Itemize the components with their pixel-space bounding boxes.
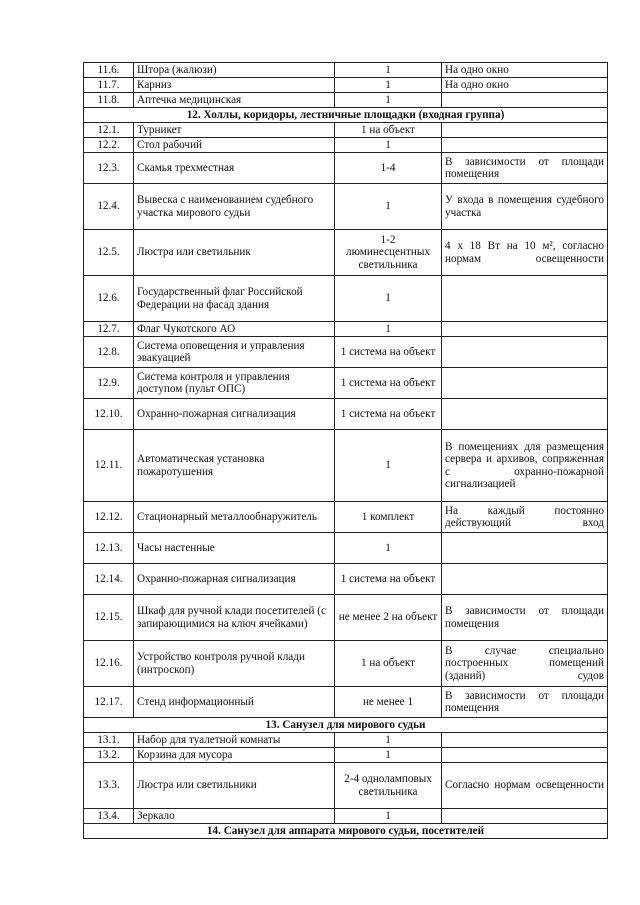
section-title: 13. Санузел для мирового судьи xyxy=(84,718,608,733)
table-row xyxy=(84,809,608,824)
item-name: Автоматическая установка пожаротушения xyxy=(134,430,335,502)
table-row xyxy=(84,641,608,687)
item-name: Корзина для мусора xyxy=(134,748,335,763)
item-note: На каждый постоянно действующий вход xyxy=(442,502,608,533)
item-quantity: 1 xyxy=(335,809,442,824)
item-quantity: 1 xyxy=(335,78,442,93)
item-name: Флаг Чукотского АО xyxy=(134,322,335,337)
table-row xyxy=(84,322,608,337)
section-header-row xyxy=(84,824,608,839)
table-row xyxy=(84,78,608,93)
item-quantity: 1 xyxy=(335,430,442,502)
table-row xyxy=(84,399,608,430)
item-note xyxy=(442,276,608,322)
item-note: У входа в помещения судебного участка xyxy=(442,184,608,230)
item-quantity: не менее 1 xyxy=(335,687,442,718)
item-note xyxy=(442,733,608,748)
item-quantity: 1 xyxy=(335,733,442,748)
item-name: Штора (жалюзи) xyxy=(134,63,335,78)
item-quantity: 1 система на объект xyxy=(335,399,442,430)
item-quantity: 1 xyxy=(335,748,442,763)
item-name: Карниз xyxy=(134,78,335,93)
item-quantity: 1 xyxy=(335,533,442,564)
item-note xyxy=(442,138,608,153)
row-number: 12.16. xyxy=(84,641,134,687)
row-number: 12.5. xyxy=(84,230,134,276)
item-name: Охранно-пожарная сигнализация xyxy=(134,399,335,430)
item-quantity: 1 xyxy=(335,322,442,337)
row-number: 11.7. xyxy=(84,78,134,93)
item-quantity: 1 xyxy=(335,184,442,230)
table-row xyxy=(84,430,608,502)
row-number: 12.14. xyxy=(84,564,134,595)
equipment-table xyxy=(83,62,608,839)
item-name: Набор для туалетной комнаты xyxy=(134,733,335,748)
item-quantity: 1 система на объект xyxy=(335,337,442,368)
item-name: Стенд информационный xyxy=(134,687,335,718)
table-row xyxy=(84,595,608,641)
item-note xyxy=(442,564,608,595)
row-number: 13.3. xyxy=(84,763,134,809)
table-row xyxy=(84,153,608,184)
item-name: Люстра или светильник xyxy=(134,230,335,276)
section-title: 12. Холлы, коридоры, лестничные площадки (входная группа) xyxy=(84,108,608,123)
item-note: В помещениях для размещения сервера и архивов, сопряженная с охранно-пожарной сигнализацией xyxy=(442,430,608,502)
item-note xyxy=(442,533,608,564)
item-quantity: 1 xyxy=(335,138,442,153)
row-number: 12.3. xyxy=(84,153,134,184)
item-note: На одно окно xyxy=(442,78,608,93)
item-name: Устройство контроля ручной клади (интроскоп) xyxy=(134,641,335,687)
row-number: 11.8. xyxy=(84,93,134,108)
table-row xyxy=(84,138,608,153)
item-name: Скамья трехместная xyxy=(134,153,335,184)
item-note xyxy=(442,93,608,108)
item-quantity: 1 на объект xyxy=(335,123,442,138)
table-row xyxy=(84,63,608,78)
table-row xyxy=(84,733,608,748)
item-quantity: 2-4 однолампoвых светильника xyxy=(335,763,442,809)
item-note xyxy=(442,399,608,430)
row-number: 12.13. xyxy=(84,533,134,564)
item-note: На одно окно xyxy=(442,63,608,78)
item-note xyxy=(442,748,608,763)
item-note: В зависимости от площади помещения xyxy=(442,153,608,184)
item-name: Зеркало xyxy=(134,809,335,824)
row-number: 12.7. xyxy=(84,322,134,337)
item-name: Шкаф для ручной клади посетителей (с запирающимися на ключ ячейками) xyxy=(134,595,335,641)
table-row xyxy=(84,687,608,718)
item-quantity: 1-4 xyxy=(335,153,442,184)
table-row xyxy=(84,337,608,368)
item-quantity: 1 xyxy=(335,276,442,322)
row-number: 13.4. xyxy=(84,809,134,824)
item-note xyxy=(442,809,608,824)
table-row xyxy=(84,368,608,399)
row-number: 12.6. xyxy=(84,276,134,322)
section-header-row xyxy=(84,108,608,123)
item-note: В случае специально построенных помещений (зданий) судов xyxy=(442,641,608,687)
item-name: Стационарный металлообнаружитель xyxy=(134,502,335,533)
table-row xyxy=(84,230,608,276)
item-quantity: 1 комплект xyxy=(335,502,442,533)
item-quantity: 1 xyxy=(335,93,442,108)
table-row xyxy=(84,564,608,595)
item-note xyxy=(442,337,608,368)
item-quantity: 1-2 люминесцентных светильника xyxy=(335,230,442,276)
item-note: В зависимости от площади помещения xyxy=(442,595,608,641)
item-quantity: 1 xyxy=(335,63,442,78)
row-number: 12.4. xyxy=(84,184,134,230)
row-number: 13.2. xyxy=(84,748,134,763)
item-name: Часы настенные xyxy=(134,533,335,564)
item-quantity: не менее 2 на объект xyxy=(335,595,442,641)
row-number: 12.1. xyxy=(84,123,134,138)
table-body xyxy=(84,63,608,839)
table-row xyxy=(84,184,608,230)
table-row xyxy=(84,748,608,763)
row-number: 12.9. xyxy=(84,368,134,399)
table-row xyxy=(84,502,608,533)
item-name: Система оповещения и управления эвакуацией xyxy=(134,337,335,368)
item-name: Люстра или светильники xyxy=(134,763,335,809)
item-note xyxy=(442,123,608,138)
item-name: Государственный флаг Российской Федерации на фасад здания xyxy=(134,276,335,322)
item-quantity: 1 система на объект xyxy=(335,368,442,399)
item-quantity: 1 на объект xyxy=(335,641,442,687)
row-number: 13.1. xyxy=(84,733,134,748)
item-name: Турникет xyxy=(134,123,335,138)
row-number: 12.12. xyxy=(84,502,134,533)
item-name: Система контроля и управления доступом (пульт ОПС) xyxy=(134,368,335,399)
item-name: Аптечка медицинская xyxy=(134,93,335,108)
item-note: 4 x 18 Вт на 10 м², согласно нормам освещенности xyxy=(442,230,608,276)
section-title: 14. Санузел для аппарата мирового судьи, посетителей xyxy=(84,824,608,839)
row-number: 12.17. xyxy=(84,687,134,718)
row-number: 12.2. xyxy=(84,138,134,153)
table-row xyxy=(84,123,608,138)
table-row xyxy=(84,763,608,809)
item-name: Вывеска с наименованием судебного участка мирового судьи xyxy=(134,184,335,230)
table-row xyxy=(84,533,608,564)
section-header-row xyxy=(84,718,608,733)
row-number: 12.15. xyxy=(84,595,134,641)
item-note xyxy=(442,368,608,399)
item-note xyxy=(442,322,608,337)
row-number: 12.11. xyxy=(84,430,134,502)
item-note: Согласно нормам освещенности xyxy=(442,763,608,809)
row-number: 12.8. xyxy=(84,337,134,368)
row-number: 11.6. xyxy=(84,63,134,78)
item-name: Охранно-пожарная сигнализация xyxy=(134,564,335,595)
item-quantity: 1 система на объект xyxy=(335,564,442,595)
row-number: 12.10. xyxy=(84,399,134,430)
table-row xyxy=(84,93,608,108)
item-name: Стол рабочий xyxy=(134,138,335,153)
item-note: В зависимости от площади помещения xyxy=(442,687,608,718)
table-row xyxy=(84,276,608,322)
